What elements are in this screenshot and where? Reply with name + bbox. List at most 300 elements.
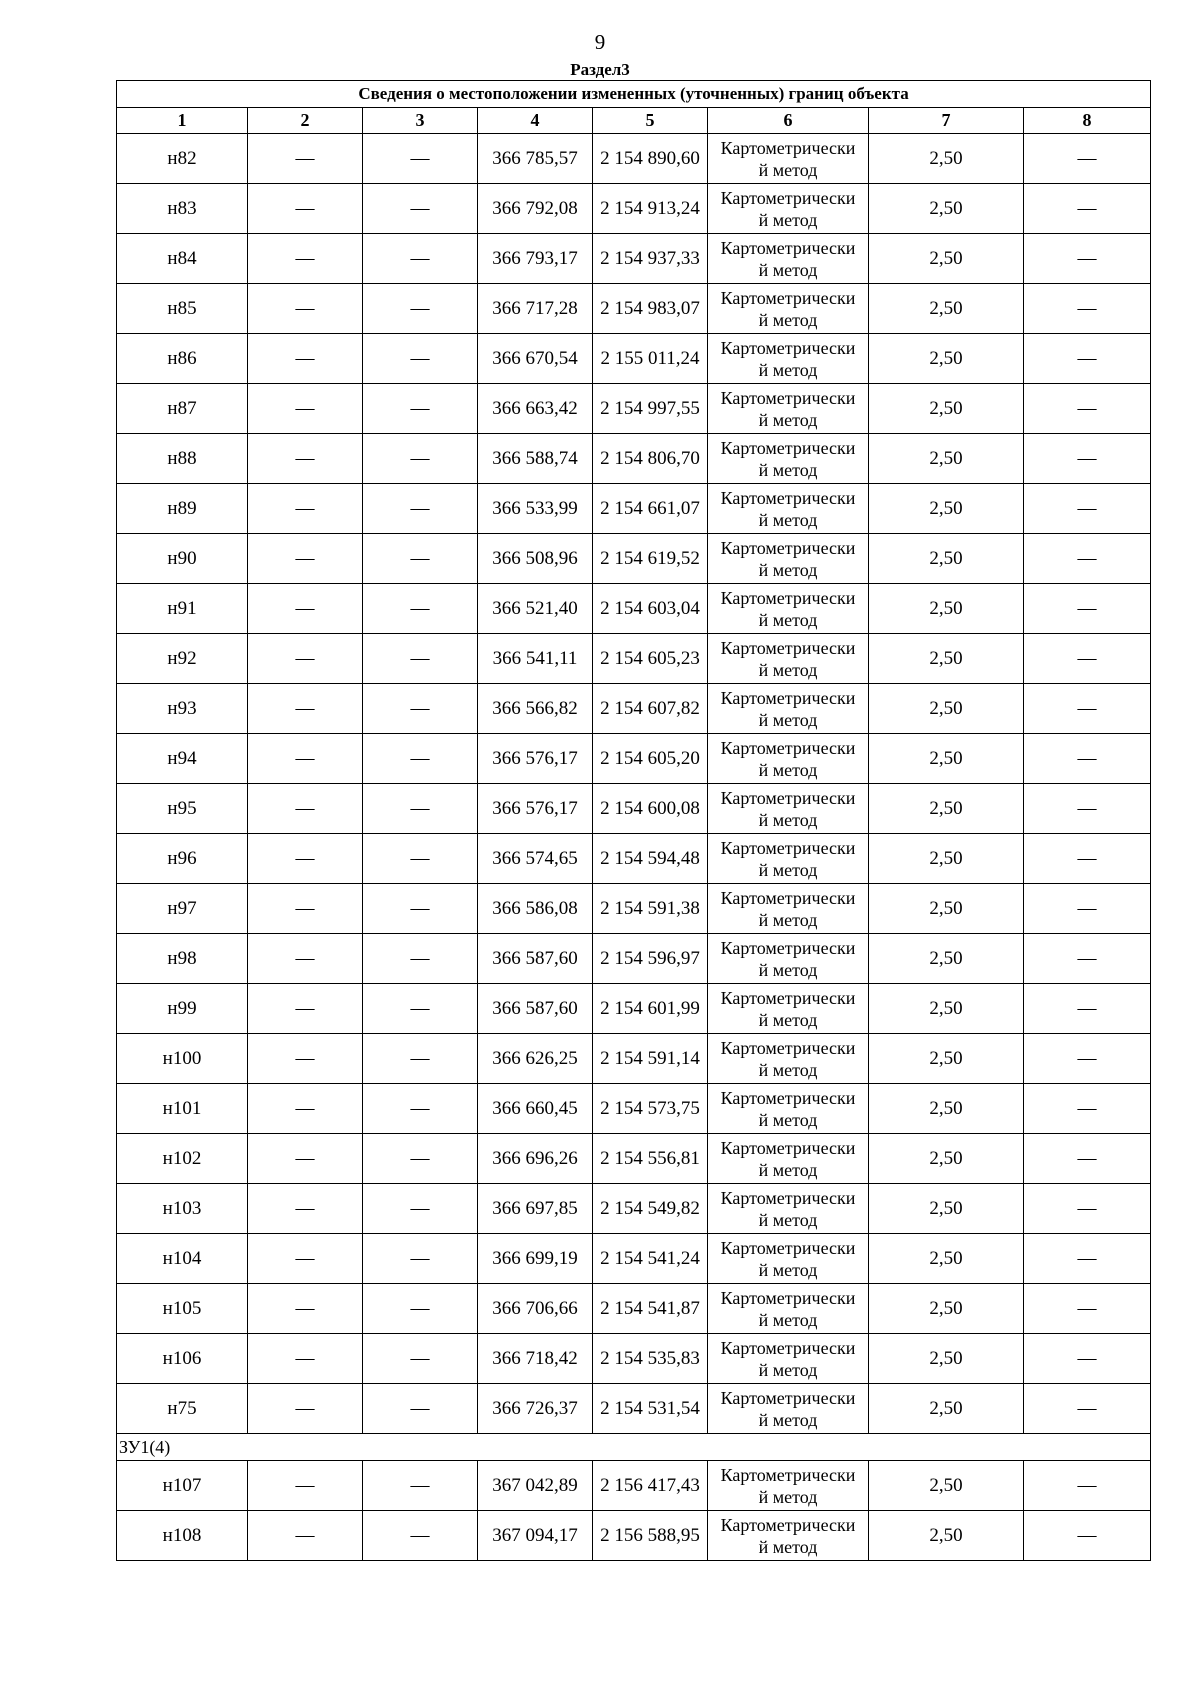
accuracy-cell: 2,50: [869, 984, 1024, 1034]
method-cell: [708, 584, 869, 634]
point-name-cell: н98: [117, 934, 248, 984]
y-coordinate-cell: 2 154 983,07: [593, 284, 708, 334]
dash-cell: —: [248, 1234, 363, 1284]
dash-cell: —: [1024, 434, 1151, 484]
table-row: [117, 1284, 1151, 1334]
method-line: й метод: [758, 959, 818, 980]
dash-cell: —: [248, 684, 363, 734]
method-line: Картометрически: [720, 287, 856, 308]
accuracy-cell: 2,50: [869, 784, 1024, 834]
x-coordinate-cell: 366 706,66: [478, 1284, 593, 1334]
dash-cell: —: [363, 734, 478, 784]
table-row: [117, 234, 1151, 284]
dash-cell: —: [363, 634, 478, 684]
dash-cell: —: [363, 1461, 478, 1511]
dash-cell: —: [248, 234, 363, 284]
dash-cell: —: [1024, 734, 1151, 784]
dash-cell: —: [1024, 834, 1151, 884]
dash-cell: —: [1024, 1334, 1151, 1384]
table-row: [117, 734, 1151, 784]
table-row: [117, 1184, 1151, 1234]
method-line: Картометрически: [720, 1387, 856, 1408]
method-line: й метод: [758, 809, 818, 830]
y-coordinate-cell: 2 154 591,14: [593, 1034, 708, 1084]
dash-cell: —: [248, 984, 363, 1034]
dash-cell: —: [363, 1184, 478, 1234]
method-line: Картометрически: [720, 1237, 856, 1258]
table-row: [117, 1134, 1151, 1184]
dash-cell: —: [363, 184, 478, 234]
dash-cell: —: [363, 534, 478, 584]
dash-cell: —: [363, 1511, 478, 1561]
method-cell: [708, 434, 869, 484]
table-row: [117, 984, 1151, 1034]
method-cell: [708, 1034, 869, 1084]
accuracy-cell: 2,50: [869, 1134, 1024, 1184]
dash-cell: —: [248, 434, 363, 484]
dash-cell: —: [1024, 1134, 1151, 1184]
accuracy-cell: 2,50: [869, 184, 1024, 234]
point-name-cell: н103: [117, 1184, 248, 1234]
accuracy-cell: 2,50: [869, 234, 1024, 284]
accuracy-cell: 2,50: [869, 1084, 1024, 1134]
table-row: [117, 184, 1151, 234]
method-cell: [708, 1284, 869, 1334]
table-row: [117, 1511, 1151, 1561]
accuracy-cell: 2,50: [869, 534, 1024, 584]
x-coordinate-cell: 366 576,17: [478, 784, 593, 834]
method-cell: [708, 384, 869, 434]
dash-cell: —: [363, 1084, 478, 1134]
dash-cell: —: [1024, 534, 1151, 584]
y-coordinate-cell: 2 155 011,24: [593, 334, 708, 384]
point-name-cell: н84: [117, 234, 248, 284]
accuracy-cell: 2,50: [869, 484, 1024, 534]
dash-cell: —: [1024, 1384, 1151, 1434]
y-coordinate-cell: 2 154 605,20: [593, 734, 708, 784]
column-header: 2: [248, 108, 363, 134]
y-coordinate-cell: 2 154 573,75: [593, 1084, 708, 1134]
method-line: Картометрически: [720, 787, 856, 808]
method-line: Картометрически: [720, 1187, 856, 1208]
dash-cell: —: [248, 1034, 363, 1084]
y-coordinate-cell: 2 156 417,43: [593, 1461, 708, 1511]
method-cell: [708, 1234, 869, 1284]
method-line: й метод: [758, 1009, 818, 1030]
table-row: [117, 484, 1151, 534]
y-coordinate-cell: 2 154 541,87: [593, 1284, 708, 1334]
dash-cell: —: [363, 384, 478, 434]
y-coordinate-cell: 2 154 541,24: [593, 1234, 708, 1284]
dash-cell: —: [248, 1134, 363, 1184]
table-row: [117, 1034, 1151, 1084]
x-coordinate-cell: 366 699,19: [478, 1234, 593, 1284]
y-coordinate-cell: 2 154 531,54: [593, 1384, 708, 1434]
y-coordinate-cell: 2 154 596,97: [593, 934, 708, 984]
dash-cell: —: [363, 884, 478, 934]
point-name-cell: н102: [117, 1134, 248, 1184]
dash-cell: —: [1024, 284, 1151, 334]
x-coordinate-cell: 366 792,08: [478, 184, 593, 234]
dash-cell: —: [248, 1334, 363, 1384]
y-coordinate-cell: 2 154 605,23: [593, 634, 708, 684]
y-coordinate-cell: 2 154 591,38: [593, 884, 708, 934]
accuracy-cell: 2,50: [869, 334, 1024, 384]
dash-cell: —: [1024, 184, 1151, 234]
table-row: [117, 134, 1151, 184]
dash-cell: —: [248, 284, 363, 334]
x-coordinate-cell: 366 726,37: [478, 1384, 593, 1434]
x-coordinate-cell: 367 042,89: [478, 1461, 593, 1511]
point-name-cell: н101: [117, 1084, 248, 1134]
point-name-cell: н106: [117, 1334, 248, 1384]
method-line: й метод: [758, 909, 818, 930]
dash-cell: —: [363, 284, 478, 334]
x-coordinate-cell: 366 587,60: [478, 984, 593, 1034]
method-cell: [708, 1511, 869, 1561]
dash-cell: —: [248, 534, 363, 584]
dash-cell: —: [363, 1334, 478, 1384]
dash-cell: —: [363, 784, 478, 834]
method-line: Картометрически: [720, 137, 856, 158]
column-header-row: [117, 108, 1151, 134]
dash-cell: —: [363, 584, 478, 634]
point-name-cell: н104: [117, 1234, 248, 1284]
method-line: й метод: [758, 759, 818, 780]
dash-cell: —: [1024, 784, 1151, 834]
dash-cell: —: [363, 334, 478, 384]
table-row: [117, 434, 1151, 484]
dash-cell: —: [248, 634, 363, 684]
dash-cell: —: [1024, 234, 1151, 284]
method-cell: [708, 834, 869, 884]
method-line: Картометрически: [720, 1337, 856, 1358]
method-line: Картометрически: [720, 1514, 856, 1535]
dash-cell: —: [1024, 634, 1151, 684]
y-coordinate-cell: 2 154 806,70: [593, 434, 708, 484]
dash-cell: —: [363, 684, 478, 734]
accuracy-cell: 2,50: [869, 634, 1024, 684]
dash-cell: —: [1024, 334, 1151, 384]
point-name-cell: н97: [117, 884, 248, 934]
point-name-cell: н107: [117, 1461, 248, 1511]
accuracy-cell: 2,50: [869, 1234, 1024, 1284]
method-line: Картометрически: [720, 687, 856, 708]
method-cell: [708, 684, 869, 734]
accuracy-cell: 2,50: [869, 834, 1024, 884]
y-coordinate-cell: 2 154 601,99: [593, 984, 708, 1034]
table-row: [117, 1234, 1151, 1284]
method-cell: [708, 984, 869, 1034]
method-line: Картометрически: [720, 1037, 856, 1058]
section-title: Раздел3: [570, 60, 630, 79]
point-name-cell: н94: [117, 734, 248, 784]
table-row: [117, 534, 1151, 584]
method-cell: [708, 1461, 869, 1511]
dash-cell: —: [248, 1184, 363, 1234]
method-line: й метод: [758, 509, 818, 530]
method-line: Картометрически: [720, 537, 856, 558]
method-line: й метод: [758, 709, 818, 730]
point-name-cell: н108: [117, 1511, 248, 1561]
y-coordinate-cell: 2 154 661,07: [593, 484, 708, 534]
dash-cell: —: [1024, 1511, 1151, 1561]
dash-cell: —: [248, 134, 363, 184]
column-header: 4: [478, 108, 593, 134]
point-name-cell: н85: [117, 284, 248, 334]
method-line: Картометрически: [720, 987, 856, 1008]
method-cell: [708, 484, 869, 534]
point-name-cell: н89: [117, 484, 248, 534]
dash-cell: —: [363, 434, 478, 484]
dash-cell: —: [248, 784, 363, 834]
column-header: 5: [593, 108, 708, 134]
method-line: й метод: [758, 1486, 818, 1507]
page-number: 9: [594, 30, 606, 54]
x-coordinate-cell: 366 697,85: [478, 1184, 593, 1234]
method-line: Картометрически: [720, 487, 856, 508]
method-line: Картометрически: [720, 387, 856, 408]
accuracy-cell: 2,50: [869, 684, 1024, 734]
y-coordinate-cell: 2 154 600,08: [593, 784, 708, 834]
point-name-cell: н86: [117, 334, 248, 384]
dash-cell: —: [1024, 1084, 1151, 1134]
column-header: 8: [1024, 108, 1151, 134]
group-row: [117, 1434, 1151, 1461]
dash-cell: —: [248, 1511, 363, 1561]
y-coordinate-cell: 2 154 603,04: [593, 584, 708, 634]
x-coordinate-cell: 366 663,42: [478, 384, 593, 434]
y-coordinate-cell: 2 154 890,60: [593, 134, 708, 184]
x-coordinate-cell: 366 586,08: [478, 884, 593, 934]
accuracy-cell: 2,50: [869, 734, 1024, 784]
point-name-cell: н99: [117, 984, 248, 1034]
y-coordinate-cell: 2 154 997,55: [593, 384, 708, 434]
method-cell: [708, 284, 869, 334]
dash-cell: —: [248, 884, 363, 934]
method-line: й метод: [758, 1309, 818, 1330]
x-coordinate-cell: 366 576,17: [478, 734, 593, 784]
x-coordinate-cell: 366 521,40: [478, 584, 593, 634]
method-cell: [708, 634, 869, 684]
x-coordinate-cell: 366 696,26: [478, 1134, 593, 1184]
point-name-cell: н95: [117, 784, 248, 834]
dash-cell: —: [248, 484, 363, 534]
boundary-coordinates-table: [116, 80, 1151, 1561]
table-row: [117, 634, 1151, 684]
method-cell: [708, 884, 869, 934]
x-coordinate-cell: 366 718,42: [478, 1334, 593, 1384]
point-name-cell: н91: [117, 584, 248, 634]
method-line: Картометрически: [720, 337, 856, 358]
accuracy-cell: 2,50: [869, 1384, 1024, 1434]
accuracy-cell: 2,50: [869, 1461, 1024, 1511]
method-line: й метод: [758, 1109, 818, 1130]
method-line: й метод: [758, 1359, 818, 1380]
dash-cell: —: [248, 834, 363, 884]
method-cell: [708, 334, 869, 384]
dash-cell: —: [1024, 134, 1151, 184]
dash-cell: —: [1024, 384, 1151, 434]
x-coordinate-cell: 366 533,99: [478, 484, 593, 534]
x-coordinate-cell: 366 717,28: [478, 284, 593, 334]
y-coordinate-cell: 2 154 607,82: [593, 684, 708, 734]
table-row: [117, 684, 1151, 734]
point-name-cell: н92: [117, 634, 248, 684]
method-line: Картометрически: [720, 1137, 856, 1158]
method-line: й метод: [758, 859, 818, 880]
y-coordinate-cell: 2 154 549,82: [593, 1184, 708, 1234]
point-name-cell: н105: [117, 1284, 248, 1334]
x-coordinate-cell: 366 660,45: [478, 1084, 593, 1134]
table-row: [117, 284, 1151, 334]
method-cell: [708, 534, 869, 584]
table-row: [117, 1334, 1151, 1384]
method-line: й метод: [758, 309, 818, 330]
method-line: й метод: [758, 1059, 818, 1080]
dash-cell: —: [363, 1234, 478, 1284]
y-coordinate-cell: 2 154 913,24: [593, 184, 708, 234]
dash-cell: —: [248, 1461, 363, 1511]
y-coordinate-cell: 2 154 937,33: [593, 234, 708, 284]
table-row: [117, 1461, 1151, 1511]
dash-cell: —: [363, 484, 478, 534]
method-line: й метод: [758, 609, 818, 630]
method-line: й метод: [758, 409, 818, 430]
dash-cell: —: [248, 184, 363, 234]
dash-cell: —: [248, 1384, 363, 1434]
y-coordinate-cell: 2 154 594,48: [593, 834, 708, 884]
column-header: 7: [869, 108, 1024, 134]
method-line: й метод: [758, 459, 818, 480]
dash-cell: —: [1024, 884, 1151, 934]
accuracy-cell: 2,50: [869, 934, 1024, 984]
x-coordinate-cell: 366 566,82: [478, 684, 593, 734]
x-coordinate-cell: 366 785,57: [478, 134, 593, 184]
table-row: [117, 784, 1151, 834]
x-coordinate-cell: 366 587,60: [478, 934, 593, 984]
method-line: й метод: [758, 1536, 818, 1557]
x-coordinate-cell: 366 574,65: [478, 834, 593, 884]
accuracy-cell: 2,50: [869, 434, 1024, 484]
dash-cell: —: [363, 1134, 478, 1184]
dash-cell: —: [363, 234, 478, 284]
method-cell: [708, 184, 869, 234]
column-header: 1: [117, 108, 248, 134]
table-row: [117, 334, 1151, 384]
dash-cell: —: [1024, 1461, 1151, 1511]
method-line: Картометрически: [720, 237, 856, 258]
method-line: Картометрически: [720, 187, 856, 208]
point-name-cell: н96: [117, 834, 248, 884]
table-body: [117, 134, 1151, 1561]
method-cell: [708, 734, 869, 784]
method-line: й метод: [758, 659, 818, 680]
method-cell: [708, 784, 869, 834]
x-coordinate-cell: 366 588,74: [478, 434, 593, 484]
method-cell: [708, 234, 869, 284]
dash-cell: —: [1024, 934, 1151, 984]
method-line: й метод: [758, 1209, 818, 1230]
dash-cell: —: [363, 984, 478, 1034]
method-line: й метод: [758, 159, 818, 180]
dash-cell: —: [248, 334, 363, 384]
method-line: й метод: [758, 559, 818, 580]
dash-cell: —: [248, 1084, 363, 1134]
method-line: Картометрически: [720, 737, 856, 758]
dash-cell: —: [363, 934, 478, 984]
accuracy-cell: 2,50: [869, 1284, 1024, 1334]
method-line: Картометрически: [720, 837, 856, 858]
method-cell: [708, 934, 869, 984]
dash-cell: —: [1024, 1234, 1151, 1284]
table-caption-row: [117, 81, 1151, 108]
method-cell: [708, 134, 869, 184]
dash-cell: —: [363, 1384, 478, 1434]
method-line: Картометрически: [720, 587, 856, 608]
x-coordinate-cell: 367 094,17: [478, 1511, 593, 1561]
column-header: 3: [363, 108, 478, 134]
method-line: й метод: [758, 259, 818, 280]
method-line: Картометрически: [720, 437, 856, 458]
dash-cell: —: [1024, 1284, 1151, 1334]
accuracy-cell: 2,50: [869, 1034, 1024, 1084]
method-line: Картометрически: [720, 1087, 856, 1108]
dash-cell: —: [363, 1284, 478, 1334]
method-line: й метод: [758, 359, 818, 380]
dash-cell: —: [363, 134, 478, 184]
method-line: Картометрически: [720, 1464, 856, 1485]
table-row: [117, 884, 1151, 934]
dash-cell: —: [248, 384, 363, 434]
dash-cell: —: [1024, 484, 1151, 534]
table-row: [117, 1084, 1151, 1134]
dash-cell: —: [363, 1034, 478, 1084]
column-header: 6: [708, 108, 869, 134]
accuracy-cell: 2,50: [869, 284, 1024, 334]
method-line: й метод: [758, 1159, 818, 1180]
method-cell: [708, 1134, 869, 1184]
point-name-cell: н93: [117, 684, 248, 734]
accuracy-cell: 2,50: [869, 384, 1024, 434]
method-line: й метод: [758, 209, 818, 230]
dash-cell: —: [363, 834, 478, 884]
y-coordinate-cell: 2 154 556,81: [593, 1134, 708, 1184]
x-coordinate-cell: 366 670,54: [478, 334, 593, 384]
accuracy-cell: 2,50: [869, 1184, 1024, 1234]
method-line: Картометрически: [720, 887, 856, 908]
point-name-cell: н90: [117, 534, 248, 584]
accuracy-cell: 2,50: [869, 884, 1024, 934]
x-coordinate-cell: 366 793,17: [478, 234, 593, 284]
dash-cell: —: [1024, 984, 1151, 1034]
method-line: Картометрически: [720, 637, 856, 658]
group-label: ЗУ1(4): [117, 1434, 1151, 1461]
dash-cell: —: [248, 934, 363, 984]
accuracy-cell: 2,50: [869, 1334, 1024, 1384]
method-cell: [708, 1384, 869, 1434]
table-row: [117, 1384, 1151, 1434]
point-name-cell: н75: [117, 1384, 248, 1434]
table-row: [117, 384, 1151, 434]
dash-cell: —: [1024, 1034, 1151, 1084]
x-coordinate-cell: 366 626,25: [478, 1034, 593, 1084]
table-row: [117, 584, 1151, 634]
table-row: [117, 934, 1151, 984]
dash-cell: —: [248, 584, 363, 634]
method-cell: [708, 1084, 869, 1134]
table-caption: Сведения о местоположении измененных (уточненных) границ объекта: [117, 81, 1151, 108]
